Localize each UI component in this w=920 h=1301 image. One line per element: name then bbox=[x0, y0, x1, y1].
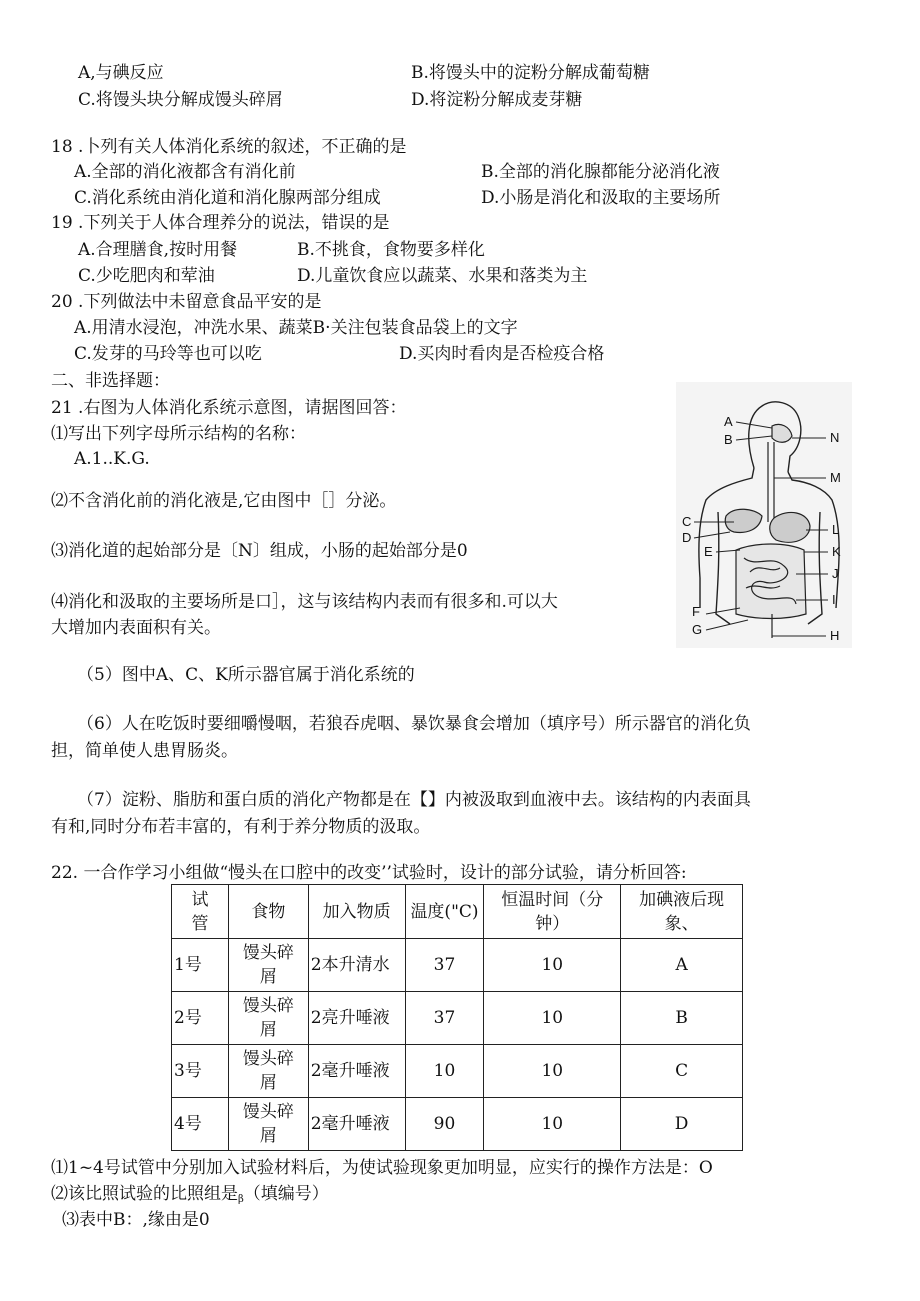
cell-tube: 1号 bbox=[172, 939, 229, 992]
q21-stem: 21 .右图为人体消化系统示意图，请据图回答： bbox=[51, 398, 407, 418]
cell-result: D bbox=[621, 1098, 743, 1151]
experiment-table bbox=[171, 884, 743, 1151]
cell-substance: 2毫升唾液 bbox=[308, 1098, 405, 1151]
header-temperature: 温度("C) bbox=[405, 885, 484, 939]
diagram-label-k: K bbox=[832, 544, 841, 559]
cell-substance: 2毫升唾液 bbox=[308, 1045, 405, 1098]
cell-time: 10 bbox=[484, 992, 621, 1045]
cell-food: 馒头碎 屑 bbox=[228, 1045, 308, 1098]
cell-temperature: 37 bbox=[405, 992, 484, 1045]
cell-time: 10 bbox=[484, 1045, 621, 1098]
q20-option-c: C.发芽的马玲等也可以吃 bbox=[74, 344, 262, 364]
diagram-label-g: G bbox=[692, 622, 703, 637]
q18-option-b: B.全部的消化腺都能分泌消化液 bbox=[481, 162, 720, 182]
q19-option-c: C.少吃肥肉和荤油 bbox=[78, 266, 215, 286]
header-time: 恒温时间（分 钟） bbox=[484, 885, 621, 939]
table-row bbox=[172, 939, 743, 992]
q21-sub1-answer: A.1..K.G. bbox=[74, 449, 150, 469]
q17-option-a: A,与碘反应 bbox=[78, 63, 164, 83]
diagram-label-b: B bbox=[724, 432, 733, 447]
q22-sub2 bbox=[51, 1183, 329, 1211]
diagram-label-d: D bbox=[682, 530, 692, 545]
table-row bbox=[172, 992, 743, 1045]
q19-option-b: B.不挑食，食物要多样化 bbox=[297, 240, 485, 260]
q22-sub1: ⑴1~4号试管中分别加入试验材料后，为使试验现象更加明显，应实行的操作方法是：O bbox=[51, 1158, 713, 1178]
cell-temperature: 37 bbox=[405, 939, 484, 992]
q21-sub2: ⑵不含消化前的消化液是,它由图中［］分泌。 bbox=[51, 491, 397, 511]
q21-sub7-line2: 有和,同时分布若丰富的，有利于养分物质的汲取。 bbox=[51, 817, 431, 837]
q18-option-a: A.全部的消化液都含有消化前 bbox=[74, 162, 296, 182]
diagram-label-i: I bbox=[832, 592, 836, 607]
cell-result: B bbox=[621, 992, 743, 1045]
diagram-label-f: F bbox=[692, 604, 700, 619]
cell-time: 10 bbox=[484, 1098, 621, 1151]
q22-sub3: ⑶表中B：,缘由是0 bbox=[62, 1210, 210, 1230]
q19-option-d: D.儿童饮食应以蔬菜、水果和落类为主 bbox=[297, 266, 588, 286]
table-row bbox=[172, 1098, 743, 1151]
table-row bbox=[172, 1045, 743, 1098]
q18-stem: 18 .卜列有关人体消化系统的叙述，不正确的是 bbox=[51, 137, 407, 157]
cell-result: C bbox=[621, 1045, 743, 1098]
q21-sub1: ⑴写出下列字母所示结构的名称： bbox=[51, 424, 306, 444]
q21-sub7-line1: （7）淀粉、脂肪和蛋白质的消化产物都是在【】内被汲取到血液中去。该结构的内表面具 bbox=[77, 790, 751, 810]
cell-temperature: 10 bbox=[405, 1045, 484, 1098]
diagram-label-m: M bbox=[830, 470, 841, 485]
header-result: 加碘液后现 象、 bbox=[621, 885, 743, 939]
q21-sub6-line1: （6）人在吃饭时要细嚼慢咽，若狼吞虎咽、暴饮暴食会增加（填序号）所示器官的消化负 bbox=[77, 714, 751, 734]
q17-option-c: C.将馒头块分解成馒头碎屑 bbox=[78, 90, 283, 110]
diagram-label-l: L bbox=[832, 522, 840, 537]
q21-sub6-line2: 担，简单使人患胃肠炎。 bbox=[51, 741, 238, 761]
q22-sub2-tail: （填编号） bbox=[243, 1184, 329, 1204]
q19-stem: 19 .下列关于人体合理养分的说法，错误的是 bbox=[51, 213, 390, 233]
q22-stem: 22. 一合作学习小组做“慢头在口腔中的改变’’试验时，设计的部分试验，请分析回答: bbox=[51, 863, 687, 883]
diagram-label-j: J bbox=[832, 566, 839, 581]
diagram-label-a: A bbox=[724, 414, 733, 429]
cell-temperature: 90 bbox=[405, 1098, 484, 1151]
cell-result: A bbox=[621, 939, 743, 992]
q19-option-a: A.合理膳食,按时用餐 bbox=[78, 240, 238, 260]
q20-stem: 20 .下列做法中未留意食品平安的是 bbox=[51, 292, 322, 312]
q20-option-d: D.买肉时看肉是否检疫合格 bbox=[399, 344, 605, 364]
q22-sub2-mark: β bbox=[238, 1194, 244, 1205]
diagram-label-n: N bbox=[830, 430, 840, 445]
cell-tube: 2号 bbox=[172, 992, 229, 1045]
digestive-system-diagram bbox=[676, 382, 852, 648]
q21-sub5: （5）图中A、C、K所示器官属于消化系统的 bbox=[77, 665, 415, 685]
q17-option-b: B.将馒头中的淀粉分解成葡萄糖 bbox=[411, 63, 650, 83]
header-substance: 加入物质 bbox=[308, 885, 405, 939]
q21-sub3: ⑶消化道的起始部分是〔N〕组成，小肠的起始部分是0 bbox=[51, 541, 468, 561]
diagram-label-e: E bbox=[704, 544, 713, 559]
cell-tube: 4号 bbox=[172, 1098, 229, 1151]
cell-substance: 2本升清水 bbox=[308, 939, 405, 992]
cell-food: 馒头碎 屑 bbox=[228, 992, 308, 1045]
diagram-label-c: C bbox=[682, 514, 692, 529]
section-heading: 二、非选择题： bbox=[51, 371, 170, 391]
q18-option-c: C.消化系统由消化道和消化腺两部分组成 bbox=[74, 188, 381, 208]
header-food: 食物 bbox=[228, 885, 308, 939]
header-tube: 试 管 bbox=[172, 885, 229, 939]
diagram-label-h: H bbox=[830, 628, 840, 643]
q21-sub4-line2: 大增加内表面积有关。 bbox=[51, 618, 221, 638]
q22-sub2-text: ⑵该比照试验的比照组是 bbox=[51, 1184, 238, 1204]
q20-option-ab: A.用清水浸泡，冲洗水果、蔬菜B·关注包装食品袋上的文字 bbox=[74, 318, 518, 338]
cell-substance: 2亮升唾液 bbox=[308, 992, 405, 1045]
q17-option-d: D.将淀粉分解成麦芽糖 bbox=[411, 90, 583, 110]
cell-tube: 3号 bbox=[172, 1045, 229, 1098]
cell-food: 馒头碎 屑 bbox=[228, 939, 308, 992]
cell-time: 10 bbox=[484, 939, 621, 992]
table-header-row bbox=[172, 885, 743, 939]
cell-food: 馒头碎 屑 bbox=[228, 1098, 308, 1151]
q21-sub4-line1: ⑷消化和汲取的主要场所是口］，这与该结构内表而有很多和.可以大 bbox=[51, 592, 558, 612]
q18-option-d: D.小肠是消化和汲取的主要场所 bbox=[481, 188, 721, 208]
